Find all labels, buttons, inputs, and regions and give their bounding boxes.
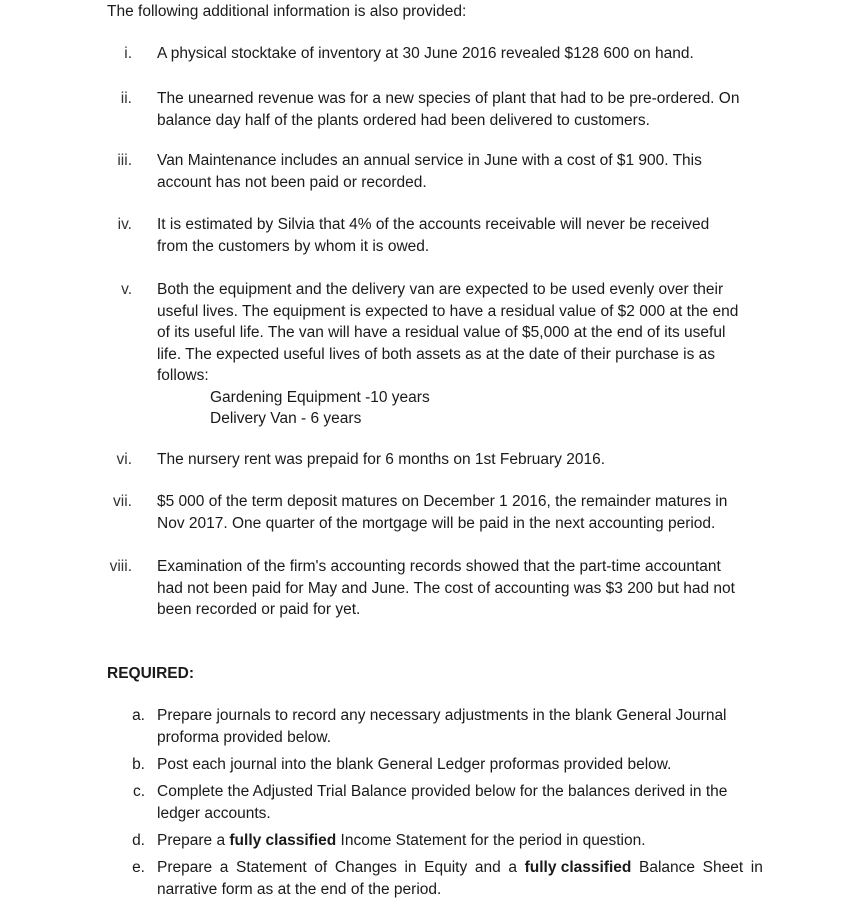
word: Balance [639,859,696,876]
required-line: Post each journal into the blank General Ledger proformas provided below. [157,756,672,773]
item-line: balance day half of the plants ordered had been delivered to customers. [157,111,650,129]
required-letter: a. [132,707,145,724]
word: Sheet [702,859,744,876]
required-line [157,830,769,852]
required-letter: d. [132,832,145,849]
required-letter: b. [132,756,145,773]
required-text [157,781,769,824]
item-numeral: iv. [117,216,132,233]
word: Changes [334,859,397,876]
item-line: Van Maintenance includes an annual service in June with a cost of $1 900. This [157,152,702,169]
required-line: narrative form as at the end of the period. [157,880,442,898]
word: a [219,859,229,876]
item-line: The unearned revenue was for a new species of plant that had to be pre-ordered. On [157,90,740,107]
item-text [157,214,769,257]
required-text [157,830,769,852]
item-numeral: viii. [109,558,132,575]
required-text-part: Prepare a [157,832,230,849]
word: and [474,859,501,876]
item-line: Both the equipment and the delivery van are expected to be used evenly over their [157,281,724,298]
required-text [157,705,769,748]
item-numeral: vi. [116,451,132,468]
item-line: It is estimated by Silvia that 4% of the accounts receivable will never be received [157,216,710,233]
required-text [157,754,769,776]
item-subline: Gardening Equipment -10 years [210,388,430,406]
required-bold-text: fully classified [524,859,632,876]
word: in [750,859,763,876]
required-letter: e. [132,859,145,876]
required-line: Prepare journals to record any necessary adjustments in the blank General Journal [157,707,727,724]
item-line: been recorded or paid for yet. [157,601,361,618]
item-line: A physical stocktake of inventory at 30 June 2016 revealed $128 600 on hand. [157,45,694,62]
item-numeral: vii. [113,493,132,510]
item-numeral: ii. [120,90,132,107]
item-line: Examination of the firm's accounting records showed that the part-time accountant [157,558,721,575]
required-bold-text: fully classified [229,832,337,849]
item-line: useful lives. The equipment is expected to have a residual value of $2 000 at the end [157,302,739,320]
item-text [157,449,769,471]
required-letter: c. [132,783,145,800]
required-line [157,857,763,879]
item-numeral: i. [124,45,132,62]
word: Prepare [157,859,213,876]
word: Equity [424,859,468,876]
item-text [157,491,769,534]
item-subline: Delivery Van - 6 years [210,410,362,427]
item-text [157,88,769,131]
item-numeral: v. [121,281,132,298]
item-line: of its useful life. The van will have a residual value of $5,000 at the end of its useful [157,324,726,341]
item-line: The nursery rent was prepaid for 6 months on 1st February 2016. [157,451,606,468]
item-line: follows: [157,367,209,384]
required-line: proforma provided below. [157,728,332,746]
required-text [157,857,769,900]
intro-text: The following additional information is also provided: [107,3,467,20]
item-text [157,556,769,621]
required-heading: REQUIRED: [107,665,194,682]
item-line: $5 000 of the term deposit matures on December 1 2016, the remainder matures in [157,493,728,510]
word: Statement [236,859,307,876]
word: a [508,859,517,876]
word: of [314,859,328,876]
item-text [157,150,769,193]
required-line: Complete the Adjusted Trial Balance provided below for the balances derived in the [157,783,728,800]
item-line: from the customers by whom it is owed. [157,237,430,255]
required-text-part: Income Statement for the period in question. [336,832,646,849]
item-line: account has not been paid or recorded. [157,173,427,191]
item-line: had not been paid for May and June. The cost of accounting was $3 200 but had not [157,579,735,597]
item-line: life. The expected useful lives of both assets as at the date of their purchase is as [157,345,716,363]
item-line: Nov 2017. One quarter of the mortgage will be paid in the next accounting period. [157,514,716,532]
item-text [157,43,769,65]
word: in [404,859,417,876]
required-line: ledger accounts. [157,804,271,822]
item-numeral: iii. [117,152,132,169]
item-text [157,279,769,430]
